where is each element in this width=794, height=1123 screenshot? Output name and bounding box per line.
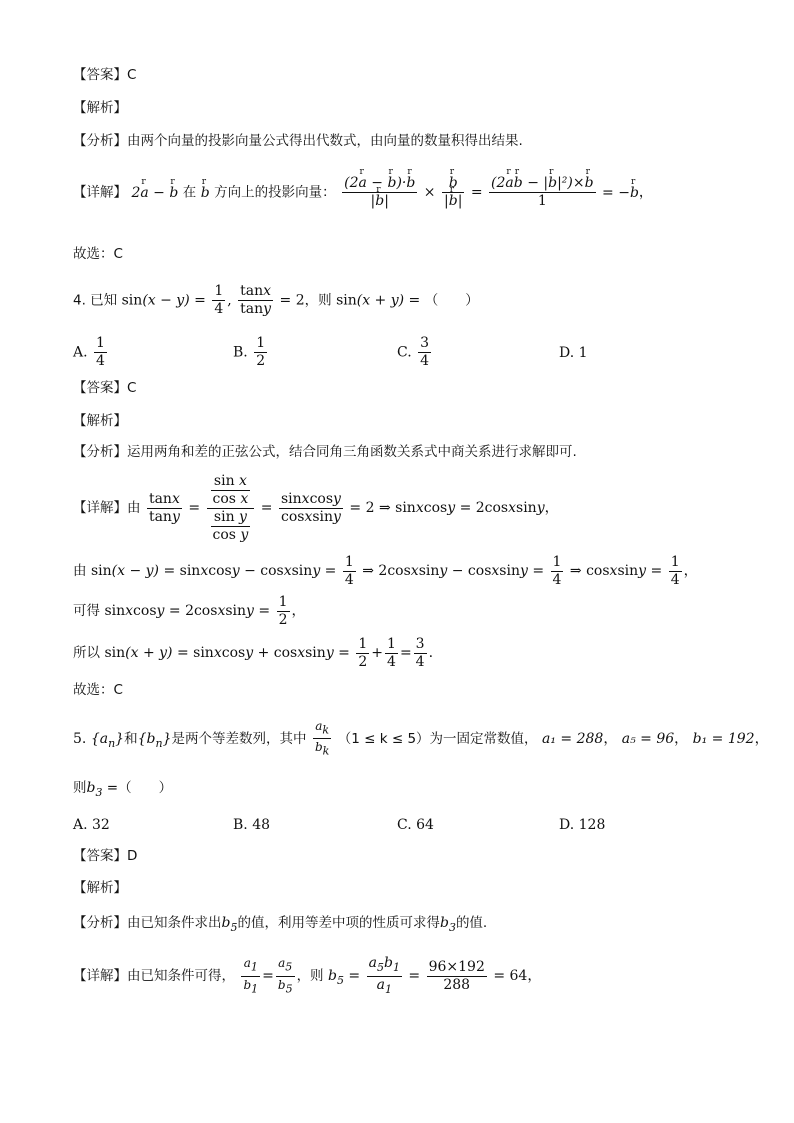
- q4-option-b: B. $\frac{1}{2}$: [233, 335, 266, 369]
- q3-detail: 【详解】 2r a − r b 在 r b 方向上的投影向量： $\frac{\text{(2r a − r b)·r b}}{\text{|r b|}}$ × r $\frac{b}{\text{|r b|}}$ = $\frac{\text{(2r ar b − |r b|²)×r b}}{1}$ = −r b，: [73, 175, 653, 210]
- q4-choose: 故选：C: [73, 682, 123, 698]
- q5-option-a: A. 32: [73, 817, 110, 833]
- q4-stem: 4. 已知 sin(x − y) = $\frac{1}{4}$ , $\frac{\tan x}{\tan y}$ = 2，则 sin(x + y) = （ ）: [73, 283, 479, 317]
- q4-option-d: D. 1: [559, 345, 588, 361]
- q5-option-c: C. 64: [397, 817, 434, 833]
- q3-jiexi: 【解析】: [73, 100, 127, 116]
- q5-option-b: B. 48: [233, 817, 271, 833]
- q4-detail-line3: 可得 sinxcosy = 2cosxsiny = $\frac{1}{2}$ ，: [73, 593, 306, 628]
- q3-analysis: 【分析】由两个向量的投影向量公式得出代数式，由向量的数量积得出结果.: [73, 133, 523, 149]
- q5-analysis: 【分析】由已知条件求出$b_5$的值，利用等差中项的性质可求得$b_3$的值.: [73, 915, 488, 934]
- q4-detail-line4: 所以 sin(x + y) = sinxcosy + cosxsiny = $\frac{1}{2}$ + $\frac{1}{4}$ = $\frac{3}{4}$ .: [73, 635, 434, 670]
- q5-stem: 5. $\{a_n\}$和$\{b_n\}$是两个等差数列，其中 $\frac{a_k}{b_k}$ （1 ≤ k ≤ 5）为一固定常数值， a₁ = 288， a₅ = 96， b₁ = 192，: [73, 719, 769, 758]
- q5-detail: 【详解】由已知条件可得， $\frac{a_1}{b_1}$ = $\frac{a_5}{b_5}$ ，则 $b_5$ = $\frac{a_5b_1}{a_1}$ = $\frac{96\times 192}{288}$ = 64，: [73, 954, 542, 996]
- q4-jiexi: 【解析】: [73, 413, 127, 429]
- q4-detail-line1: 【详解】由 $\frac{\tan x}{\tan y}$ = $\frac{\frac{\text{sin x}}{\text{cos x}}}{\frac{\text{sin y}}{\text{cos y}}}$ = $\frac{\text{sinxcosy}}{\text{cosxsiny}}$ = 2 ⇒ sinxcosy = 2cosxsiny，: [73, 472, 559, 543]
- q5-stem-line2: 则$b_3$ =（ ）: [73, 780, 173, 799]
- q5-jiexi: 【解析】: [73, 880, 127, 896]
- q5-option-d: D. 128: [559, 817, 606, 833]
- q4-option-a: A. $\frac{1}{4}$: [73, 335, 105, 369]
- q3-choose: 故选：C: [73, 246, 123, 262]
- q5-answer: 【答案】D: [73, 848, 138, 864]
- q4-detail-line2: 由 sin(x − y) = sinxcosy − cosxsiny = $\frac{1}{4}$ ⇒ 2cosxsiny − cosxsiny = $\frac{1}{4}$ ⇒ cosxsiny = $\frac{1}{4}$ ，: [73, 553, 698, 588]
- q4-option-c: C. $\frac{3}{4}$: [397, 335, 430, 369]
- q4-answer: 【答案】C: [73, 380, 137, 396]
- q4-analysis: 【分析】运用两角和差的正弦公式，结合同角三角函数关系式中商关系进行求解即可.: [73, 444, 577, 460]
- q3-answer: 【答案】C: [73, 67, 137, 83]
- q3-proj-frac: $\frac{\text{(2r a − r b)·r b}}{\text{|r b|}}$: [342, 175, 417, 210]
